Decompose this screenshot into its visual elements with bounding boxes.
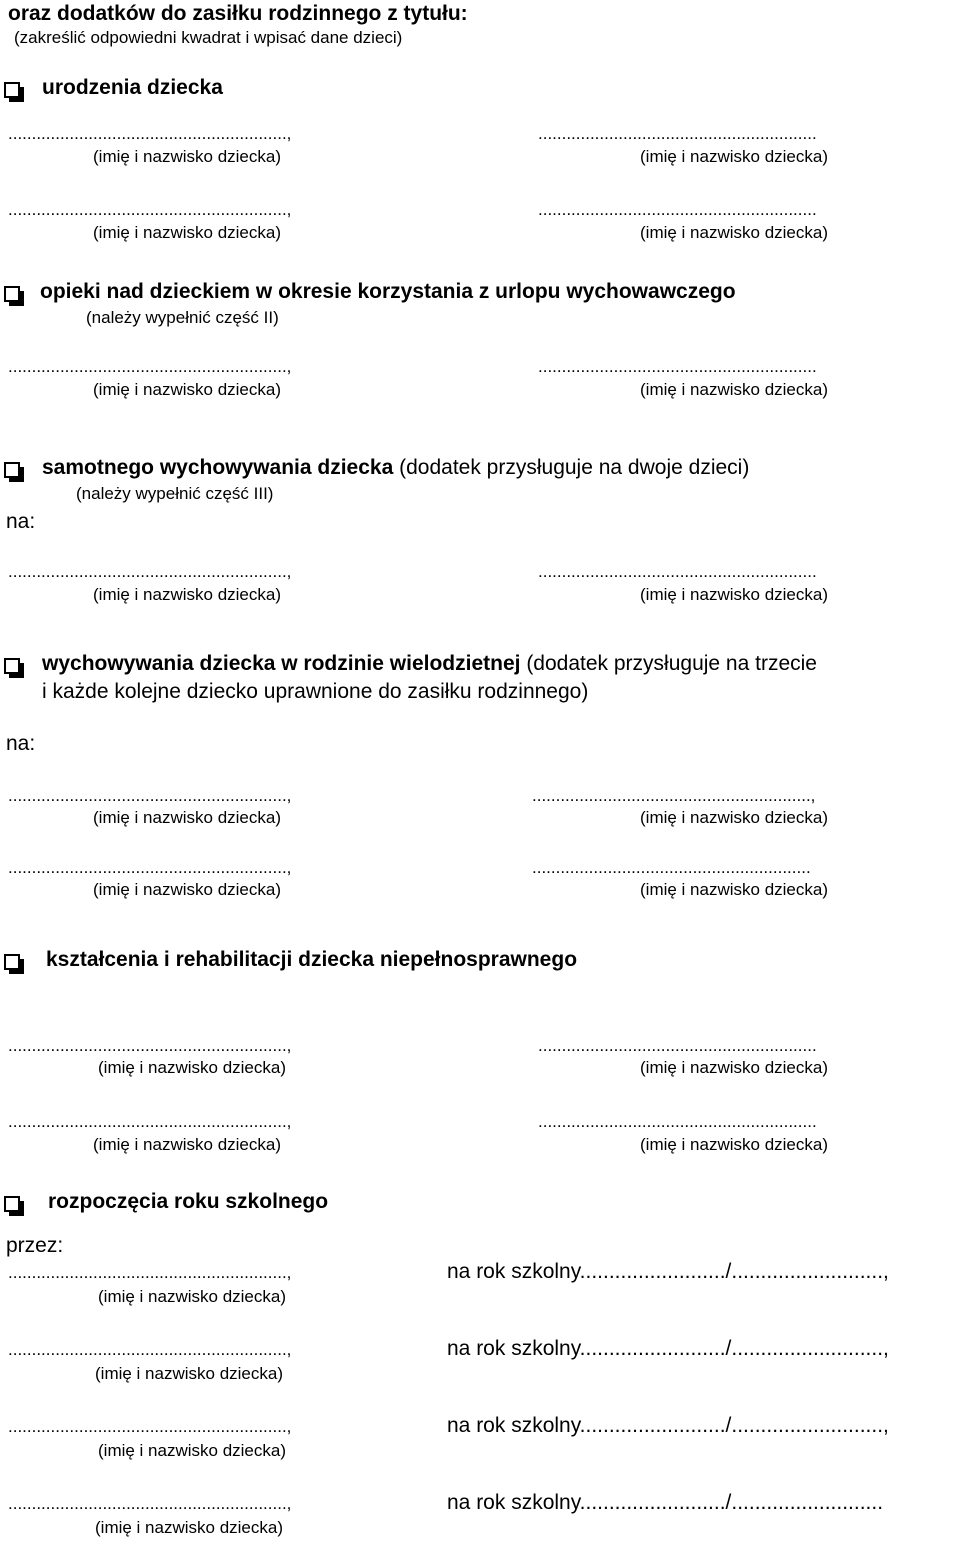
child-caption: (imię i nazwisko dziecka): [95, 1518, 283, 1537]
child-name-field[interactable]: ...........................................................,: [8, 1112, 292, 1131]
school-year-field[interactable]: na rok szkolny........................./..........................,: [447, 1414, 889, 1437]
child-name-field[interactable]: ...........................................................: [538, 562, 817, 581]
single-parent-hint: (należy wypełnić część III): [76, 484, 274, 503]
large-family-label-main: wychowywania dziecka w rodzinie wielodzietnej: [42, 652, 521, 675]
child-name-field[interactable]: ...........................................................,: [8, 562, 292, 581]
child-caption: (imię i nazwisko dziecka): [640, 585, 828, 604]
child-name-field[interactable]: ...........................................................: [538, 124, 817, 143]
child-caption: (imię i nazwisko dziecka): [93, 585, 281, 604]
parental-leave-label: opieki nad dzieckiem w okresie korzystania z urlopu wychowawczego: [40, 280, 736, 303]
single-parent-label-main: samotnego wychowywania dziecka: [42, 456, 394, 479]
child-name-field[interactable]: ...........................................................,: [8, 124, 292, 143]
na-label: na:: [6, 732, 36, 755]
child-name-field[interactable]: ...........................................................: [532, 858, 811, 877]
child-caption: (imię i nazwisko dziecka): [640, 147, 828, 166]
page-title: oraz dodatków do zasiłku rodzinnego z tytułu:: [8, 2, 468, 25]
birth-label: urodzenia dziecka: [42, 76, 223, 99]
child-caption: (imię i nazwisko dziecka): [93, 808, 281, 827]
child-caption: (imię i nazwisko dziecka): [640, 380, 828, 399]
single-parent-label: [42, 456, 749, 480]
large-family-checkbox[interactable]: [4, 658, 20, 674]
child-caption: (imię i nazwisko dziecka): [98, 1058, 286, 1077]
disabled-education-label: kształcenia i rehabilitacji dziecka niepełnosprawnego: [46, 948, 578, 971]
child-name-field[interactable]: ...........................................................,: [8, 1340, 292, 1359]
parental-leave-hint: (należy wypełnić część II): [86, 308, 279, 327]
child-name-field[interactable]: ...........................................................,: [8, 1417, 292, 1436]
instruction-hint: (zakreślić odpowiedni kwadrat i wpisać dane dzieci): [14, 28, 403, 47]
child-caption: (imię i nazwisko dziecka): [98, 1287, 286, 1306]
large-family-label: [42, 652, 817, 676]
child-caption: (imię i nazwisko dziecka): [93, 147, 281, 166]
single-parent-checkbox[interactable]: [4, 462, 20, 478]
school-start-checkbox[interactable]: [4, 1196, 20, 1212]
child-caption: (imię i nazwisko dziecka): [640, 223, 828, 242]
child-caption: (imię i nazwisko dziecka): [98, 1441, 286, 1460]
child-caption: (imię i nazwisko dziecka): [93, 223, 281, 242]
child-name-field[interactable]: ...........................................................: [538, 1112, 817, 1131]
child-caption: (imię i nazwisko dziecka): [93, 880, 281, 899]
child-name-field[interactable]: ...........................................................,: [8, 786, 292, 805]
child-caption: (imię i nazwisko dziecka): [640, 1058, 828, 1077]
large-family-label-extra: (dodatek przysługuje na trzecie: [526, 652, 817, 675]
child-caption: (imię i nazwisko dziecka): [640, 1135, 828, 1154]
child-caption: (imię i nazwisko dziecka): [95, 1364, 283, 1383]
school-year-field[interactable]: na rok szkolny........................./..........................,: [447, 1337, 889, 1360]
child-caption: (imię i nazwisko dziecka): [93, 1135, 281, 1154]
child-name-field[interactable]: ...........................................................,: [8, 200, 292, 219]
przez-label: przez:: [6, 1234, 64, 1257]
child-caption: (imię i nazwisko dziecka): [640, 808, 828, 827]
birth-checkbox[interactable]: [4, 82, 20, 98]
child-name-field[interactable]: ...........................................................: [538, 1036, 817, 1055]
school-year-field[interactable]: na rok szkolny........................./..........................,: [447, 1260, 889, 1283]
na-label: na:: [6, 510, 36, 533]
child-caption: (imię i nazwisko dziecka): [640, 880, 828, 899]
child-name-field[interactable]: ...........................................................,: [8, 1036, 292, 1055]
child-name-field[interactable]: ...........................................................: [538, 357, 817, 376]
disabled-education-checkbox[interactable]: [4, 954, 20, 970]
large-family-line2: i każde kolejne dziecko uprawnione do zasiłku rodzinnego): [42, 680, 589, 703]
child-name-field[interactable]: ...........................................................,: [8, 858, 292, 877]
child-name-field[interactable]: ...........................................................,: [532, 786, 816, 805]
child-name-field[interactable]: ...........................................................,: [8, 357, 292, 376]
single-parent-label-extra: (dodatek przysługuje na dwoje dzieci): [399, 456, 750, 479]
child-name-field[interactable]: ...........................................................,: [8, 1263, 292, 1282]
school-year-field[interactable]: na rok szkolny........................./..........................: [447, 1491, 884, 1514]
child-caption: (imię i nazwisko dziecka): [93, 380, 281, 399]
school-start-label: rozpoczęcia roku szkolnego: [48, 1190, 329, 1213]
child-name-field[interactable]: ...........................................................,: [8, 1494, 292, 1513]
child-name-field[interactable]: ...........................................................: [538, 200, 817, 219]
parental-leave-checkbox[interactable]: [4, 286, 20, 302]
